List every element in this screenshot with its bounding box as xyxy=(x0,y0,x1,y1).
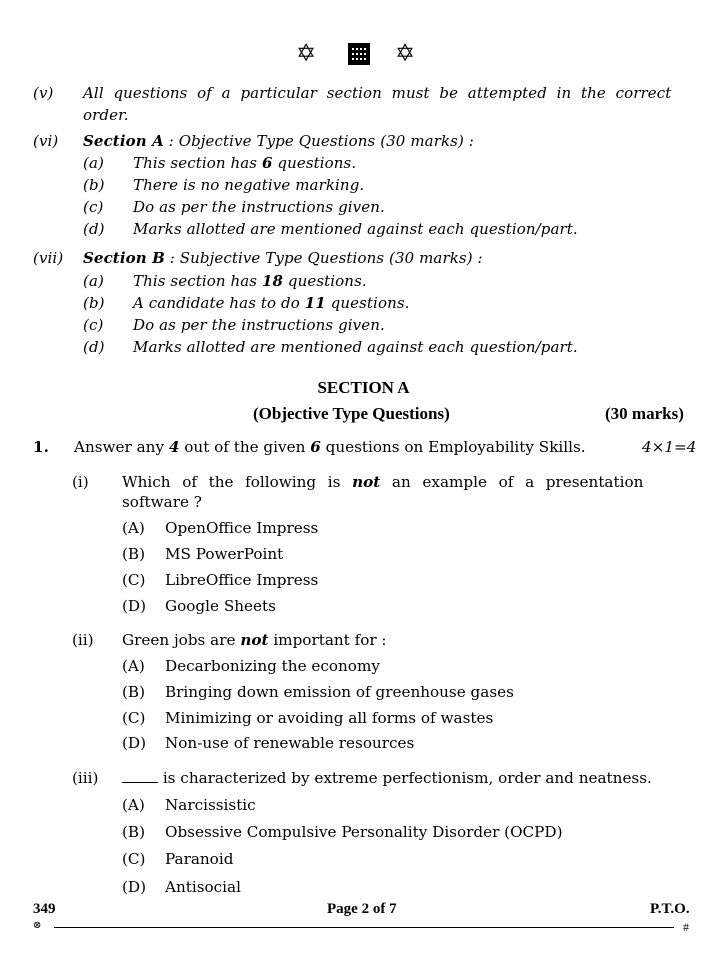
subquestion-number: (ii) xyxy=(72,631,94,649)
instruction-text: order. xyxy=(83,106,129,124)
instruction-text: All questions of a particular section must be attempted in the correct xyxy=(83,84,672,102)
option-text: Decarbonizing the economy xyxy=(165,657,380,675)
option-label: (A) xyxy=(122,657,145,675)
option-label: (D) xyxy=(122,597,147,615)
section-desc: : Objective Type Questions (30 marks) : xyxy=(163,132,474,150)
section-label: Section B xyxy=(83,249,165,267)
section-label: Section A xyxy=(83,132,164,150)
fill-in-blank xyxy=(122,770,158,783)
list-item-text: This section has 18 questions. xyxy=(133,272,367,290)
list-item-text: A candidate has to do 11 questions. xyxy=(133,294,410,312)
subquestion-text: Green jobs are not important for : xyxy=(122,631,387,649)
list-item-text: Do as per the instructions given. xyxy=(133,198,385,216)
list-item: (a) xyxy=(83,272,104,290)
list-item-text: Do as per the instructions given. xyxy=(133,316,385,334)
list-item: (b) xyxy=(83,294,105,312)
option-label: (C) xyxy=(122,850,146,868)
instruction-number: (vii) xyxy=(33,249,64,267)
list-item-text: Marks allotted are mentioned against each question/part. xyxy=(133,338,578,356)
question-marks: 4×1=4 xyxy=(642,438,697,456)
subquestion-number: (iii) xyxy=(72,769,99,787)
option-text: Narcissistic xyxy=(165,796,256,814)
list-item-text: Marks allotted are mentioned against each question/part. xyxy=(133,220,578,238)
option-text: Obsessive Compulsive Personality Disorder (OCPD) xyxy=(165,823,563,841)
option-label: (B) xyxy=(122,545,146,563)
option-text: OpenOffice Impress xyxy=(165,519,319,537)
list-item: (d) xyxy=(83,220,105,238)
section-a-heading xyxy=(83,132,474,150)
question-text: Answer any 4 out of the given 6 questions on Employability Skills. xyxy=(74,438,586,456)
qr-code-icon xyxy=(348,43,370,65)
list-item-text: This section has 6 questions. xyxy=(133,154,357,172)
pto-label: P.T.O. xyxy=(650,901,690,917)
page-number: Page 2 of 7 xyxy=(327,901,397,917)
option-label: (A) xyxy=(122,796,145,814)
section-subtitle: (Objective Type Questions) xyxy=(253,404,450,423)
instruction-number: (v) xyxy=(33,84,54,102)
subquestion-text: is characterized by extreme perfectionism, order and neatness. xyxy=(122,769,652,787)
option-label: (B) xyxy=(122,683,146,701)
section-marks: (30 marks) xyxy=(605,404,684,423)
option-label: (D) xyxy=(122,878,147,896)
option-text: Paranoid xyxy=(165,850,234,868)
option-text: Non-use of renewable resources xyxy=(165,734,415,752)
footer-right-symbol: # xyxy=(683,920,689,934)
footer-rule xyxy=(54,927,674,928)
star-of-david-icon: ✡ xyxy=(395,39,416,67)
option-label: (C) xyxy=(122,709,146,727)
subquestion-number: (i) xyxy=(72,473,89,491)
section-title: SECTION A xyxy=(317,378,410,397)
option-text: Google Sheets xyxy=(165,597,276,615)
option-label: (B) xyxy=(122,823,146,841)
subquestion-text: software ? xyxy=(122,493,202,511)
option-text: MS PowerPoint xyxy=(165,545,284,563)
option-label: (A) xyxy=(122,519,145,537)
option-text: LibreOffice Impress xyxy=(165,571,319,589)
option-text: Minimizing or avoiding all forms of wastes xyxy=(165,709,494,727)
list-item: (d) xyxy=(83,338,105,356)
question-number: 1. xyxy=(33,438,49,456)
paper-code: 349 xyxy=(33,901,56,917)
list-item: (b) xyxy=(83,176,105,194)
footer-left-symbol: ⊗ xyxy=(33,920,42,931)
list-item-text: There is no negative marking. xyxy=(133,176,365,194)
star-of-david-icon: ✡ xyxy=(296,39,317,67)
list-item: (c) xyxy=(83,316,104,334)
option-label: (D) xyxy=(122,734,147,752)
option-label: (C) xyxy=(122,571,146,589)
section-desc: : Subjective Type Questions (30 marks) : xyxy=(164,249,483,267)
option-text: Bringing down emission of greenhouse gases xyxy=(165,683,514,701)
subquestion-text: Which of the following is not an example of a presentation xyxy=(122,473,644,491)
list-item: (a) xyxy=(83,154,104,172)
option-text: Antisocial xyxy=(165,878,241,896)
instruction-number: (vi) xyxy=(33,132,59,150)
section-b-heading xyxy=(83,249,483,267)
list-item: (c) xyxy=(83,198,104,216)
